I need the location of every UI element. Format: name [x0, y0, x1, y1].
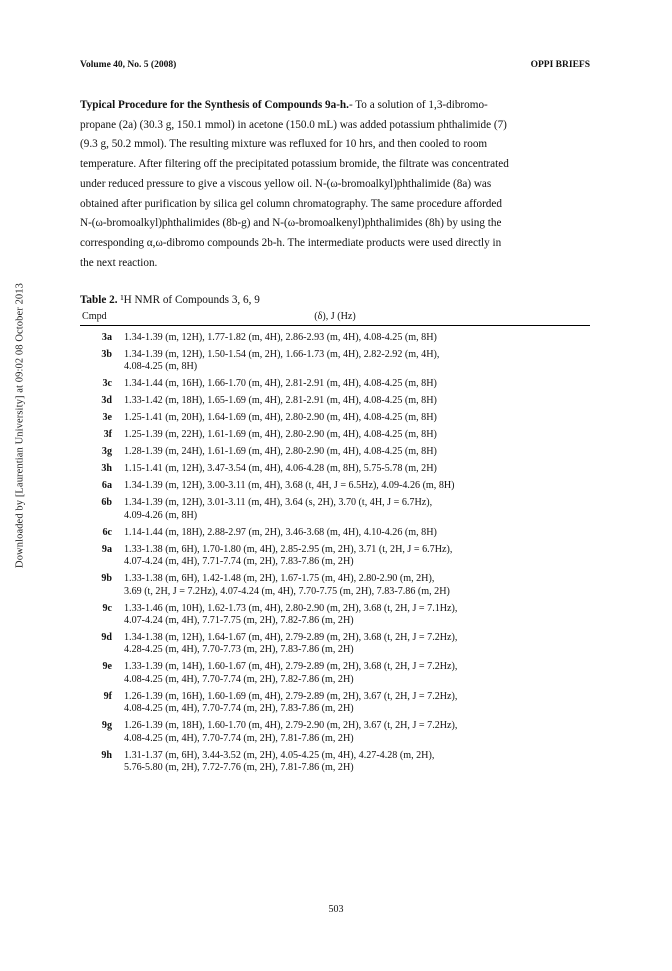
nmr-data: [124, 412, 590, 424]
table-row: [80, 573, 590, 598]
table-row: [80, 497, 590, 522]
nmr-data-line: 4.07-4.24 (m, 4H), 7.71-7.75 (m, 2H), 7.82-7.86 (m, 2H): [124, 615, 354, 627]
nmr-data: [124, 661, 590, 686]
table-row: [80, 661, 590, 686]
compound-id: 9g: [101, 720, 112, 732]
nmr-data-line: 1.33-1.39 (m, 14H), 1.60-1.67 (m, 4H), 2.79-2.89 (m, 2H), 3.68 (t, 2H, J = 7.2Hz),: [124, 661, 458, 673]
table-row: [80, 446, 590, 458]
table-caption-label: Table 2.: [80, 294, 118, 306]
table-row: [80, 395, 590, 407]
compound-id: 9h: [101, 749, 112, 761]
nmr-data: [124, 497, 590, 522]
column-header-cmpd: Cmpd: [82, 311, 107, 322]
procedure-line: (9.3 g, 50.2 mmol). The resulting mixture was refluxed for 10 hrs, and then cooled to room: [80, 138, 488, 151]
compound-id: 3a: [101, 332, 112, 343]
procedure-paragraph: [80, 96, 588, 273]
nmr-data: [124, 720, 590, 745]
table-row: [80, 691, 590, 716]
procedure-line: Typical Procedure for the Synthesis of Compounds 9a-h.- To a solution of 1,3-dibromo-: [80, 99, 488, 111]
table-body: [80, 332, 590, 774]
nmr-data-line: 4.08-4.25 (m, 4H), 7.70-7.74 (m, 2H), 7.81-7.86 (m, 2H): [124, 732, 354, 744]
compound-id: 3g: [101, 446, 112, 458]
table-row: [80, 720, 590, 745]
compound-id: 9f: [103, 690, 112, 702]
table-caption: [80, 294, 260, 306]
nmr-data: [124, 349, 590, 374]
nmr-data-line: 1.26-1.39 (m, 18H), 1.60-1.70 (m, 4H), 2.79-2.90 (m, 2H), 3.67 (t, 2H, J = 7.2Hz),: [124, 720, 458, 732]
compound-id: 3f: [103, 429, 112, 441]
compound-id: 3e: [102, 412, 112, 424]
nmr-data-line: 4.08-4.25 (m, 4H), 7.70-7.74 (m, 2H), 7.83-7.86 (m, 2H): [124, 703, 354, 715]
nmr-data-line: 1.25-1.39 (m, 22H), 1.61-1.69 (m, 4H), 2.80-2.90 (m, 4H), 4.08-4.25 (m, 8H): [124, 429, 437, 441]
compound-id: 6c: [102, 526, 112, 538]
nmr-data-line: 1.34-1.38 (m, 12H), 1.64-1.67 (m, 4H), 2.79-2.89 (m, 2H), 3.68 (t, 2H, J = 7.2Hz),: [124, 632, 458, 644]
nmr-data-line: 1.34-1.39 (m, 12H), 1.77-1.82 (m, 4H), 2.86-2.93 (m, 4H), 4.08-4.25 (m, 8H): [124, 332, 437, 343]
procedure-line: under reduced pressure to give a viscous yellow oil. N-(ω-bromoalkyl)phthalimide (8a) was: [80, 177, 492, 190]
column-header-delta: (δ), J (Hz): [314, 311, 356, 322]
nmr-data-line: 3.69 (t, 2H, J = 7.2Hz), 4.07-4.24 (m, 4H), 7.70-7.75 (m, 2H), 7.83-7.86 (m, 2H): [124, 585, 450, 597]
nmr-data: [124, 480, 590, 492]
nmr-data-line: 1.28-1.39 (m, 24H), 1.61-1.69 (m, 4H), 2.80-2.90 (m, 4H), 4.08-4.25 (m, 8H): [124, 446, 437, 458]
nmr-data-line: 1.15-1.41 (m, 12H), 3.47-3.54 (m, 4H), 4.06-4.28 (m, 8H), 5.75-5.78 (m, 2H): [124, 463, 437, 475]
nmr-data-line: 1.34-1.39 (m, 12H), 1.50-1.54 (m, 2H), 1.66-1.73 (m, 4H), 2.82-2.92 (m, 4H),: [124, 349, 440, 360]
compound-id: 3c: [102, 378, 112, 390]
table-row: [80, 332, 590, 344]
nmr-data-line: 1.33-1.46 (m, 10H), 1.62-1.73 (m, 4H), 2.80-2.90 (m, 2H), 3.68 (t, 2H, J = 7.1Hz),: [124, 602, 458, 614]
nmr-data: [124, 544, 590, 569]
nmr-data-line: 1.33-1.38 (m, 6H), 1.70-1.80 (m, 4H), 2.85-2.95 (m, 2H), 3.71 (t, 2H, J = 6.7Hz),: [124, 543, 453, 555]
table-row: [80, 429, 590, 441]
nmr-data: [124, 332, 590, 344]
compound-id: 6b: [101, 497, 112, 509]
nmr-table: [80, 310, 590, 779]
nmr-data-line: 4.08-4.25 (m, 8H): [124, 361, 198, 373]
page-number: 503: [328, 904, 344, 915]
table-row: [80, 544, 590, 569]
nmr-data-line: 1.31-1.37 (m, 6H), 3.44-3.52 (m, 2H), 4.05-4.25 (m, 4H), 4.27-4.28 (m, 2H),: [124, 749, 435, 761]
nmr-data-line: 4.09-4.26 (m, 8H): [124, 509, 198, 521]
download-watermark: Downloaded by [Laurentian University] at 09:02 08 October 2013: [14, 283, 26, 568]
nmr-data-line: 1.33-1.38 (m, 6H), 1.42-1.48 (m, 2H), 1.67-1.75 (m, 4H), 2.80-2.90 (m, 2H),: [124, 573, 435, 585]
compound-id: 9a: [101, 543, 112, 555]
nmr-data-line: 5.76-5.80 (m, 2H), 7.72-7.76 (m, 2H), 7.81-7.86 (m, 2H): [124, 762, 354, 774]
table-row: [80, 463, 590, 475]
table-row: [80, 603, 590, 628]
nmr-data-line: 1.33-1.42 (m, 18H), 1.65-1.69 (m, 4H), 2.81-2.91 (m, 4H), 4.08-4.25 (m, 8H): [124, 395, 437, 407]
nmr-data-line: 4.07-4.24 (m, 4H), 7.71-7.74 (m, 2H), 7.83-7.86 (m, 2H): [124, 556, 354, 568]
nmr-data: [124, 573, 590, 598]
nmr-data: [124, 463, 590, 475]
table-row: [80, 632, 590, 657]
nmr-data-line: 1.14-1.44 (m, 18H), 2.88-2.97 (m, 2H), 3.46-3.68 (m, 4H), 4.10-4.26 (m, 8H): [124, 526, 437, 538]
table-row: [80, 378, 590, 390]
section-label: OPPI BRIEFS: [530, 60, 590, 70]
table-row: [80, 349, 590, 374]
procedure-line: temperature. After filtering off the precipitated potassium bromide, the filtrate was concentrated: [80, 158, 509, 171]
nmr-data: [124, 446, 590, 458]
procedure-line: obtained after purification by silica gel column chromatography. The same procedure afforded: [80, 197, 502, 210]
compound-id: 3b: [101, 349, 112, 360]
procedure-line: corresponding α,ω-dibromo compounds 2b-h. The intermediate products were used directly in: [80, 236, 502, 249]
nmr-data-line: 1.26-1.39 (m, 16H), 1.60-1.69 (m, 4H), 2.79-2.89 (m, 2H), 3.67 (t, 2H, J = 7.2Hz),: [124, 690, 458, 702]
table-header: [80, 310, 590, 326]
nmr-data-line: 1.34-1.44 (m, 16H), 1.66-1.70 (m, 4H), 2.81-2.91 (m, 4H), 4.08-4.25 (m, 8H): [124, 378, 437, 390]
nmr-data: [124, 632, 590, 657]
nmr-data-line: 1.34-1.39 (m, 12H), 3.01-3.11 (m, 4H), 3.64 (s, 2H), 3.70 (t, 4H, J = 6.7Hz),: [124, 497, 433, 509]
volume-label: Volume 40, No. 5 (2008): [80, 60, 177, 70]
nmr-data-line: 4.28-4.25 (m, 4H), 7.70-7.73 (m, 2H), 7.83-7.86 (m, 2H): [124, 644, 354, 656]
procedure-line: N-(ω-bromoalkyl)phthalimides (8b-g) and N-(ω-bromoalkenyl)phthalimides (8h) by using the: [80, 217, 502, 230]
compound-id: 9d: [101, 632, 112, 644]
compound-id: 9c: [102, 602, 112, 614]
compound-id: 3h: [101, 463, 112, 475]
compound-id: 9b: [101, 573, 112, 585]
compound-id: 3d: [101, 395, 112, 407]
table-row: [80, 412, 590, 424]
procedure-line: the next reaction.: [80, 256, 158, 269]
table-row: [80, 750, 590, 775]
nmr-data-line: 1.25-1.41 (m, 20H), 1.64-1.69 (m, 4H), 2.80-2.90 (m, 4H), 4.08-4.25 (m, 8H): [124, 412, 437, 424]
procedure-line: propane (2a) (30.3 g, 150.1 mmol) in acetone (150.0 mL) was added potassium phthalimide (7): [80, 118, 507, 131]
nmr-data: [124, 429, 590, 441]
nmr-data-line: 1.34-1.39 (m, 12H), 3.00-3.11 (m, 4H), 3.68 (t, 4H, J = 6.5Hz), 4.09-4.26 (m, 8H): [124, 480, 455, 492]
table-row: [80, 480, 590, 492]
compound-id: 6a: [101, 480, 112, 492]
nmr-data: [124, 527, 590, 539]
procedure-title: Typical Procedure for the Synthesis of Compounds 9a-h.: [80, 99, 349, 111]
nmr-data: [124, 691, 590, 716]
nmr-data: [124, 395, 590, 407]
table-row: [80, 527, 590, 539]
nmr-data: [124, 750, 590, 775]
table-caption-text: ¹H NMR of Compounds 3, 6, 9: [120, 294, 260, 306]
nmr-data: [124, 603, 590, 628]
nmr-data-line: 4.08-4.25 (m, 4H), 7.70-7.74 (m, 2H), 7.82-7.86 (m, 2H): [124, 673, 354, 685]
compound-id: 9e: [102, 661, 112, 673]
nmr-data: [124, 378, 590, 390]
